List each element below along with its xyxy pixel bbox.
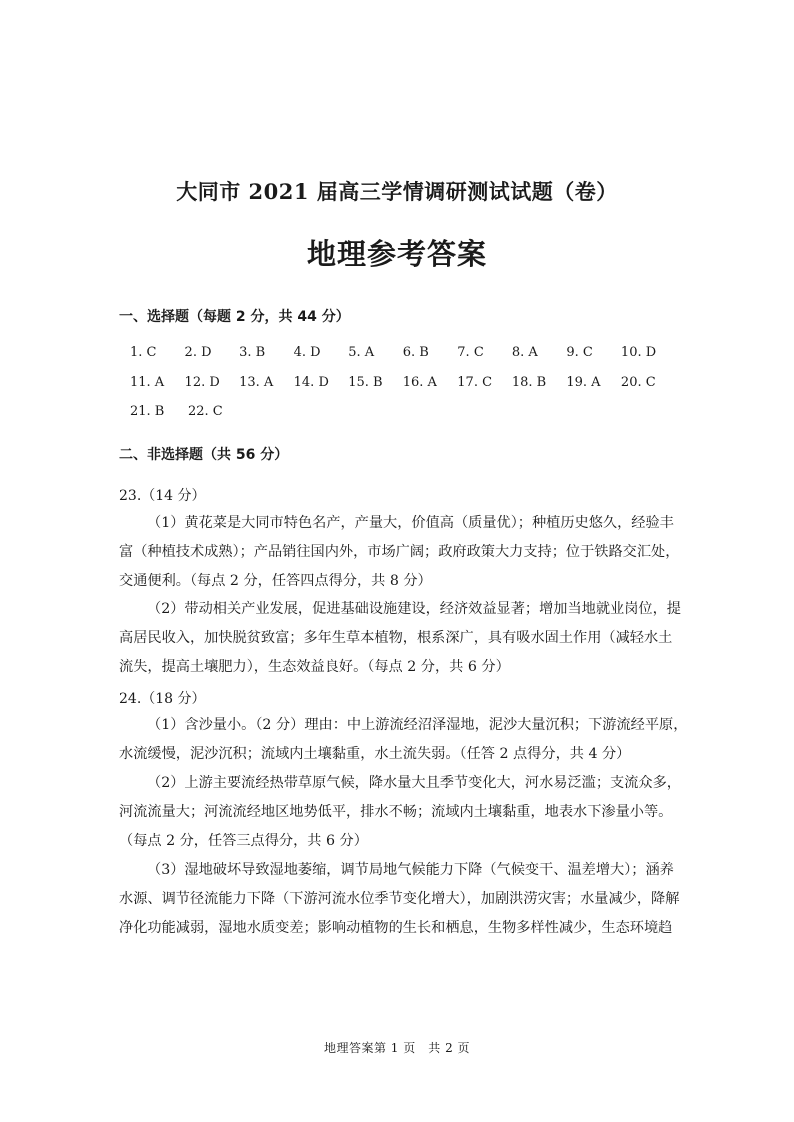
text-line: （3）湿地破坏导致湿地萎缩，调节局地气候能力下降（气候变干、温差增大）；涵养 [147,862,674,878]
answer-item: 13. A [239,375,274,390]
text-line: （1）含沙量小。（2 分）理由：中上游流经沼泽湿地，泥沙大量沉积；下游流经平原， [147,717,688,733]
answer-item: 17. C [457,375,493,390]
question-23-label: 23.（14 分） [119,488,206,504]
page-footer: 地理答案第 1 页 共 2 页 [323,1041,471,1055]
answer-item: 9. C [566,345,593,360]
answer-item: 7. C [457,345,484,360]
question-24-label: 24.（18 分） [119,691,206,707]
answer-item: 10. D [620,345,657,360]
answer-item: 2. D [184,345,212,360]
section-heading-multiple-choice: 一、选择题（每题 2 分，共 44 分） [119,309,350,325]
document-subtitle: 地理参考答案 [306,237,487,271]
answer-item: 1. C [130,345,157,360]
text-line: 富（种植技术成熟）；产品销往国内外，市场广阔；政府政策大力支持；位于铁路交汇处， [119,543,680,560]
answer-row-1 [130,345,675,365]
text-line: （1）黄花菜是大同市特色名产，产量大，价值高（质量优）；种植历史悠久，经验丰 [147,515,674,531]
question-23-part-2 [119,595,681,681]
answer-item: 3. B [239,345,266,360]
answer-item: 15. B [348,375,383,390]
text-line: 水流缓慢，泥沙沉积；流域内土壤黏重，水土流失弱。（任答 2 点得分，共 4 分） [119,745,631,762]
text-line: （2）上游主要流经热带草原气候，降水量大且季节变化大，河水易泛滥；支流众多， [147,775,681,791]
section-heading-non-multiple-choice: 二、非选择题（共 56 分） [119,447,289,463]
answer-item: 12. D [184,375,220,390]
text-line: 流失，提高土壤肥力），生态效益良好。（每点 2 分，共 6 分） [119,658,510,675]
question-24-part-2 [119,769,681,855]
text-line: 水源、调节径流能力下降（下游河流水位季节变化增大），加剧洪涝灾害；水量减少，降解 [119,890,680,907]
answer-item: 21. B [130,404,165,419]
answer-item: 22. C [188,404,223,419]
text-line: （每点 2 分，任答三点得分，共 6 分） [119,832,368,849]
text-line: 交通便利。（每点 2 分，任答四点得分，共 8 分） [119,572,432,589]
answer-item: 18. B [511,375,547,390]
question-24-part-1 [119,711,688,769]
question-24-part-3 [119,856,680,942]
answer-item: 8. A [511,345,538,360]
text-line: 高居民收入，加快脱贫致富；多年生草本植物，根系深广，具有吸水固土作用（减轻水土 [119,629,673,646]
answer-row-3 [130,404,675,424]
answer-item: 14. D [293,375,329,390]
text-line: （2）带动相关产业发展，促进基础设施建设，经济效益显著；增加当地就业岗位，提 [147,601,681,617]
text-line: 河流流量大；河流流经地区地势低平，排水不畅；流域内土壤黏重，地表水下渗量小等。 [119,803,673,820]
text-line: 净化功能减弱，湿地水质变差；影响动植物的生长和栖息，生物多样性减少，生态环境趋 [119,919,673,936]
answer-item: 6. B [402,345,429,360]
answer-item: 16. A [402,375,437,390]
answer-item: 11. A [130,375,165,390]
answer-item: 19. A [566,375,601,390]
answer-row-2 [130,375,675,395]
answer-item: 5. A [348,345,375,360]
document-title: 大同市 2021 届高三学情调研测试试题（卷） [176,179,618,204]
answer-item: 20. C [620,375,656,390]
question-23-part-1 [119,509,680,595]
answer-item: 4. D [293,345,321,360]
